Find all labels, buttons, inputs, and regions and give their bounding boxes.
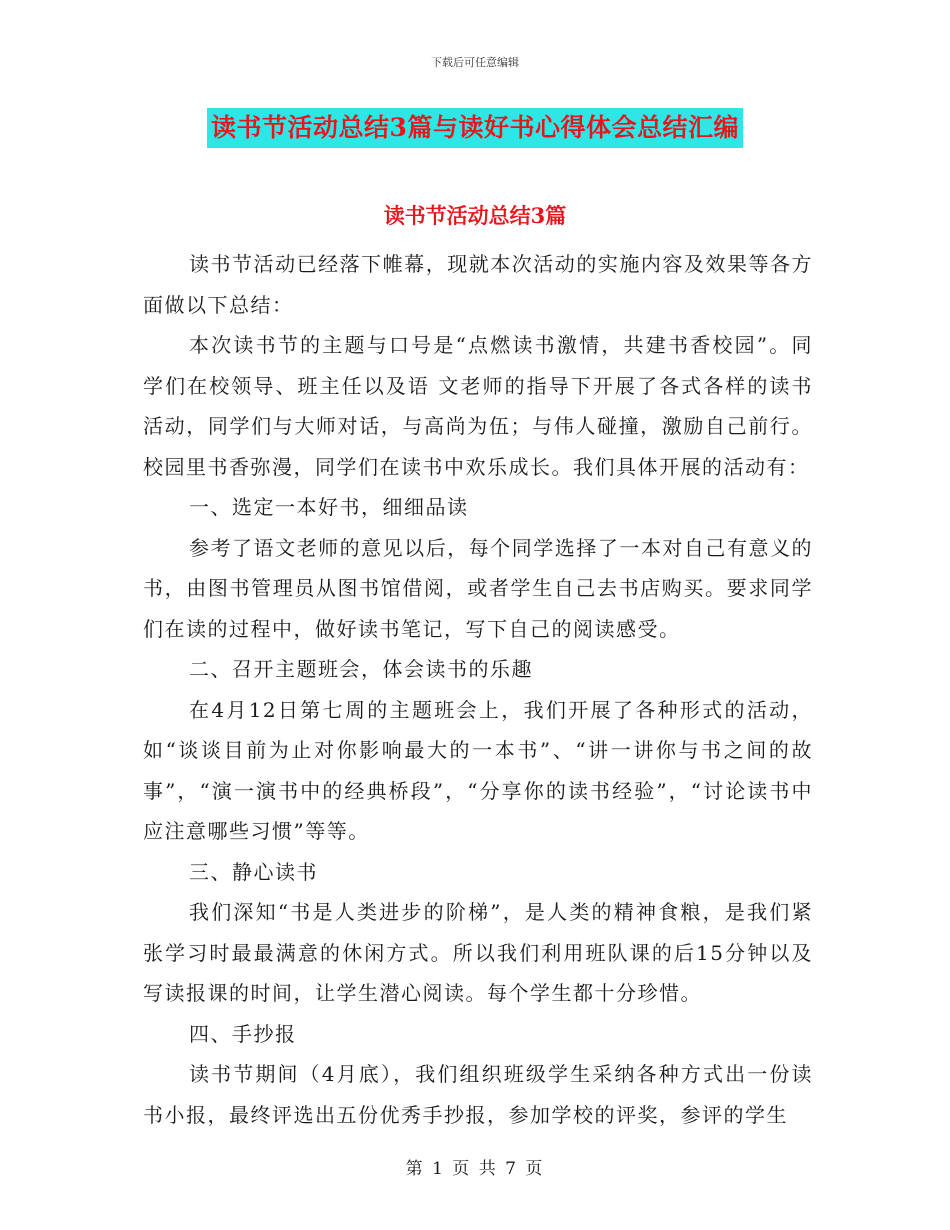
paragraph-heading: 四、手抄报: [189, 1021, 297, 1046]
paragraph-heading: 一、选定一本好书，细细品读: [189, 495, 469, 519]
document-title-container: [0, 108, 950, 148]
paragraph-heading: 三、静心读书: [189, 859, 318, 884]
paragraph: 参考了语文老师的意见以后，每个同学选择了一本对自己有意义的书，由图书管理员从图书馆借阅，或者学生自己去书店购买。要求同学们在读的过程中，做好读书笔记，写下自己的阅读感受。: [143, 535, 813, 641]
document-title: 读书节活动总结3篇与读好书心得体会总结汇编: [207, 108, 743, 148]
page-number-footer: 第 1 页 共 7 页: [405, 1159, 545, 1179]
paragraph: 我们深知“书是人类进步的阶梯”，是人类的精神食粮，是我们紧张学习时最最满意的休闲方式。所以我们利用班队课的后15分钟以及写读报课的时间，让学生潜心阅读。每个学生都十分珍惜。: [143, 900, 813, 1005]
paragraph-heading: 二、召开主题班会，体会读书的乐趣: [189, 657, 533, 681]
document-body: [143, 244, 813, 1135]
paragraph: 读书节活动已经落下帷幕，现就本次活动的实施内容及效果等各方面做以下总结：: [143, 252, 813, 317]
paragraph: 在4月12日第七周的主题班会上，我们开展了各种形式的活动，如“谈谈目前为止对你影响最大的一本书”、“讲一讲你与书之间的故事”，“演一演书中的经典桥段”，“分享你的读书经验”，“讨论读书中应注意哪些习惯”等等。: [143, 697, 813, 843]
page-header-note: 下载后可任意编辑: [431, 56, 519, 69]
paragraph: 本次读书节的主题与口号是“点燃读书激情，共建书香校园”。同学们在校领导、班主任以及语 文老师的指导下开展了各式各样的读书活动，同学们与大师对话，与高尚为伍；与伟人碰撞，激励自己前行。校园里书香弥漫，同学们在读书中欢乐成长。我们具体开展的活动有：: [143, 333, 813, 479]
paragraph: 读书节期间（4月底），我们组织班级学生采纳各种方式出一份读书小报，最终评选出五份优秀手抄报，参加学校的评奖，参评的学生: [143, 1062, 813, 1127]
section-title: 读书节活动总结3篇: [383, 203, 567, 228]
